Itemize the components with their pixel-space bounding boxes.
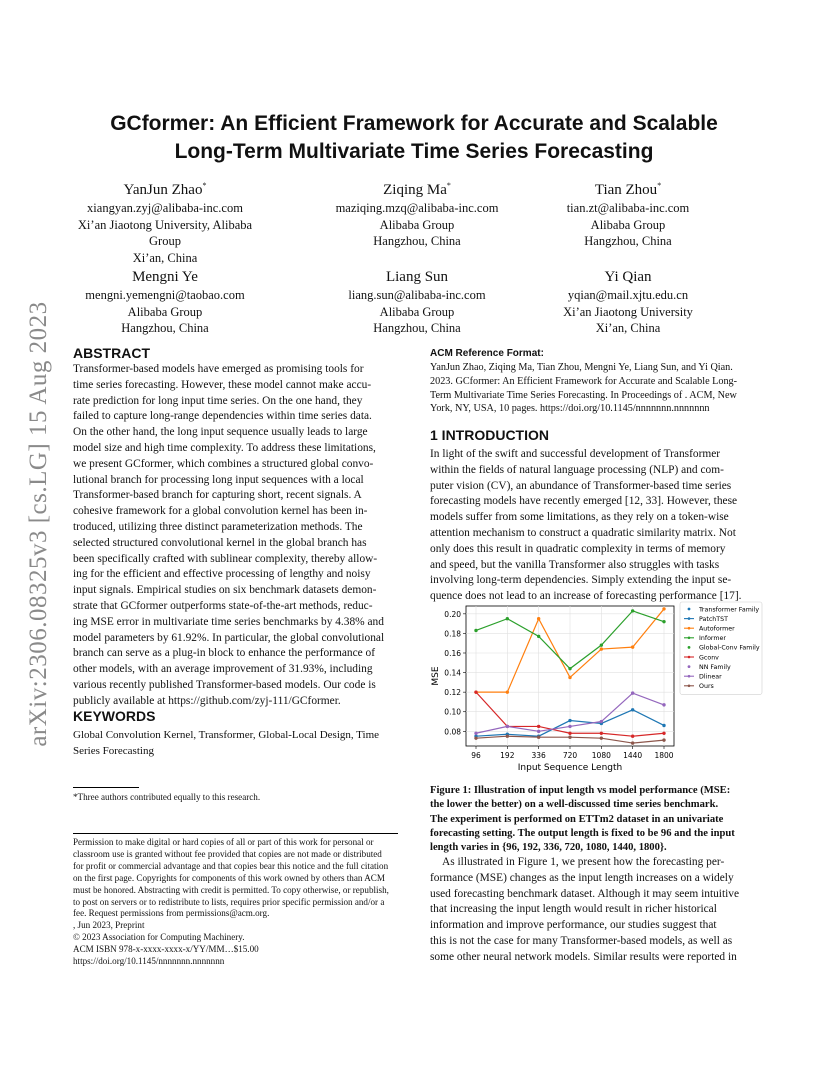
keywords-line-1: Global Convolution Kernel, Transformer, Global-Local Design, Time [73,729,380,741]
permission-line: on the first page. Copyrights for components of this work owned by others than ACM [73,872,385,883]
legend-label: NN Family [699,663,731,671]
author-affiliation: Alibaba Group [590,217,666,232]
legend-group-marker [688,665,691,668]
author-card [528,268,728,337]
abstract-line: failed to capture long-range dependencies within time series data. [73,410,372,423]
author-affiliation: Hangzhou, China [373,321,461,335]
permission-line: ACM ISBN 978-x-xxxx-xxxx-x/YY/MM…$15.00 [73,944,259,955]
intro-line: In light of the swift and successful development of Transformer [430,448,721,460]
footnote-rule [73,787,139,788]
data-point-gconv [568,732,571,735]
legend-label: Gconv [699,654,719,662]
legend-group-marker [688,646,691,649]
x-tick-label: 1800 [654,751,674,760]
after-figure-line: As illustrated in Figure 1, we present how the forecasting per- [442,856,725,868]
author-name: Liang Sun [385,269,449,285]
data-point-ours [662,738,665,741]
data-point-gconv [474,690,477,693]
data-point-dlinear [474,732,477,735]
permission-line: classroom use is granted without fee provided that copies are not made or distributed [73,848,382,859]
x-tick-label: 1440 [623,751,643,760]
legend-marker [688,685,691,688]
after-figure-line: used forecasting benchmark dataset. Although it may seem intuitive [430,887,740,900]
data-point-dlinear [662,703,665,706]
permission-line: to post on servers or to redistribute to lists, requires prior specific permission and/or a [73,896,385,907]
permission-line: must be honored. Abstracting with credit is permitted. To copy otherwise, or republish, [73,884,389,895]
data-point-dlinear [506,725,509,728]
permission-line: Permission to make digital or hard copies of all or part of this work for personal or [73,837,374,847]
after-figure-line: this is not the case for many Transformer-based models, as well as [430,934,733,947]
data-point-ours [568,735,571,738]
author-name: YanJun Zhao* [123,181,207,198]
equal-contribution-mark: * [446,181,451,190]
intro-line: quence does not lead to an increase of forecasting performance [17]. [430,590,742,603]
abstract-text [73,362,398,710]
author-affiliation: Xi’an Jiaotong University [563,304,693,319]
abstract-line: cohesive framework for a global convolution kernel has been in- [73,505,368,518]
abstract-line: strate that GCformer outperforms state-of-the-art methods, reduc- [73,599,373,612]
permission-line: for profit or commercial advantage and that copies bear this notice and the full citation [73,860,389,871]
data-point-dlinear [537,730,540,733]
data-point-patchtst [662,724,665,727]
author-email[interactable]: maziqing.mzq@alibaba-inc.com [335,201,499,215]
data-point-autoformer [537,617,540,620]
caption-line: The experiment is performed on ETTm2 dataset in an univariate [430,813,724,825]
y-tick-label: 0.12 [444,688,461,698]
author-card [317,176,517,250]
author-card [65,176,265,266]
after-figure-line: formance (MSE) changes as the input length increases on a widely [430,871,734,884]
data-point-gconv [600,732,603,735]
intro-text [430,447,758,605]
legend-marker [688,675,691,678]
data-point-patchtst [631,708,634,711]
author-affiliation: Alibaba Group [127,304,203,319]
legend-label: Transformer Family [699,606,760,614]
acm-ref-line: York, NY, USA, 10 pages. https://doi.org/10.1145/nnnnnnn.nnnnnnn [430,403,710,415]
caption-line: the lower the better) on a well-discussed time series benchmark. [430,799,719,811]
author-affiliation: Alibaba Group [379,304,455,319]
author-email[interactable]: liang.sun@alibaba-inc.com [348,288,486,302]
legend-label: PatchTST [699,615,728,623]
x-tick-label: 192 [500,751,515,760]
y-tick-label: 0.20 [444,609,461,619]
abstract-line: troduced, utilizing three distinct parameterization methods. The [73,520,363,533]
figure-1 [428,600,764,772]
equal-contribution-mark: * [657,181,662,190]
y-tick-label: 0.16 [444,648,461,658]
data-point-gconv [631,735,634,738]
acm-ref-line: YanJun Zhao, Ziqing Ma, Tian Zhou, Mengni Ye, Liang Sun, and Yi Qian. [430,362,733,373]
data-point-gconv [537,725,540,728]
keywords-line-2: Series Forecasting [73,744,154,757]
data-point-ours [537,735,540,738]
author-name: Mengni Ye [132,269,198,285]
caption-line: length varies in {96, 192, 336, 720, 1080, 1440, 1800}. [430,842,667,854]
abstract-line: rate prediction for long input time series. On the one hand, they [73,394,363,407]
data-point-informer [662,620,665,623]
author-affiliation: Xi’an Jiaotong University, Alibaba [77,217,253,232]
arxiv-id: arXiv:2306.08325v3 [cs.LG] 15 Aug 2023 [25,301,52,747]
data-point-autoformer [600,647,603,650]
data-point-ours [474,736,477,739]
author-name: Yi Qian [604,269,652,285]
author-affiliation: Alibaba Group [379,217,455,232]
intro-line: only does this result in quadratic complexity in terms of memory [430,542,726,555]
permission-line: © 2023 Association for Computing Machinery. [73,932,245,943]
y-tick-label: 0.10 [444,707,461,717]
intro-heading: 1 INTRODUCTION [430,427,549,443]
acm-ref-line: 2023. GCformer: An Efficient Framework for Accurate and Scalable Long- [430,375,738,387]
author-card [65,268,265,337]
acm-ref-line: Term Multivariate Time Series Forecasting. In Proceedings of . ACM, New [430,389,737,401]
author-affiliation: Xi’an, China [132,250,198,265]
permission-line: fee. Request permissions from permissions@acm.org. [73,908,270,919]
abstract-line: ing for the efficient and effective processing of lengthy and noisy [73,568,371,581]
legend-label: Ours [699,683,714,691]
caption-line: Figure 1: Illustration of input length vs model performance (MSE: [430,785,731,796]
data-point-informer [631,609,634,612]
acm-ref-heading: ACM Reference Format: [430,348,544,359]
author-name: Ziqing Ma* [383,181,451,198]
equal-contribution-mark: * [202,181,207,190]
x-tick-label: 720 [562,751,578,760]
permission-rule [73,833,398,834]
arxiv-stamp [19,284,59,764]
intro-line: involving long-term dependencies. Simply extending the input se- [430,574,732,587]
intro-line: forecasting models have recently emerged [12, 33]. However, these [430,495,738,508]
intro-line: and speed, but the vanilla Transformer also struggles with tasks [430,558,720,571]
data-point-ours [506,735,509,738]
data-point-dlinear [600,720,603,723]
author-card [528,176,728,250]
abstract-line: branch can serve as a plug-in block to enhance the performance of [73,647,376,660]
data-point-dlinear [568,725,571,728]
legend-marker [688,627,691,630]
title-line-2: Long-Term Multivariate Time Series Forecasting [174,140,654,163]
abstract-line: ing MSE error in multivariate time series benchmarks by 4.38% and [73,615,384,628]
author-affiliation: Group [149,234,181,248]
intro-line: models suffer from some limitations, as they rely on a token-wise [430,511,729,524]
legend-marker [688,637,691,640]
abstract-line: time series forecasting. However, these model cannot make accu- [73,378,372,391]
abstract-line: Transformer-based branch for capturing short, recent signals. A [73,489,362,502]
abstract-line: various recently published Transformer-based models. Our code is [73,678,376,691]
permission-block [73,837,403,968]
permission-line: , Jun 2023, Preprint [73,920,145,931]
after-figure-line: some other neural network models. Similar results were reported in [430,950,737,963]
x-tick-label: 1080 [591,751,611,760]
figure-caption [430,784,760,855]
caption-line: forecasting setting. The output length is fixed to be 96 and the input [430,827,735,839]
author-affiliation: Hangzhou, China [584,234,672,248]
data-point-informer [506,617,509,620]
paper-title [60,110,768,166]
abstract-line: model parameters by 61.92%. In particular, the global convolutional [73,631,385,644]
data-point-ours [600,736,603,739]
legend-marker [688,656,691,659]
author-email[interactable]: mengni.yemengni@taobao.com [85,288,245,302]
author-email[interactable]: xiangyan.zyj@alibaba-inc.com [87,201,243,215]
author-affiliation: Xi’an, China [595,321,661,335]
abstract-line: lutional branch for processing long input sequences with a local [73,473,364,486]
data-point-informer [568,667,571,670]
legend-group-marker [688,608,691,611]
author-card [317,268,517,337]
y-axis-label: MSE [431,666,441,686]
legend-label: Global-Conv Family [699,644,760,652]
intro-line: within the fields of natural language processing (NLP) and com- [430,463,724,476]
after-figure-line: information and improve performance, our studies suggest that [430,919,717,932]
data-point-informer [600,643,603,646]
intro-line: attention mechanism to construct a quadratic similarity matrix. Not [430,526,736,539]
abstract-line: been specifically crafted with sublinear complexity, thereby allow- [73,552,378,565]
intro-line: puter vision (CV), an abundance of Transformer-based time series [430,479,732,492]
author-affiliation: Hangzhou, China [121,321,209,335]
acm-ref-text [430,361,760,416]
data-point-dlinear [631,691,634,694]
abstract-heading: ABSTRACT [73,345,150,361]
legend-label: Autoformer [699,625,735,633]
legend-label: Dlinear [699,673,722,681]
abstract-line: other models, with an average improvement of 31.93%, including [73,663,373,676]
abstract-line: On the other hand, the long input sequence usually leads to large [73,426,368,439]
legend-marker [688,617,691,620]
abstract-line: Transformer-based models have emerged as promising tools for [73,363,364,375]
y-tick-label: 0.08 [444,727,461,737]
title-line-1: GCformer: An Efficient Framework for Accurate and Scalable [110,112,718,135]
data-point-patchtst [568,719,571,722]
keywords-text [73,728,398,760]
data-point-informer [474,629,477,632]
after-figure-text [430,855,758,966]
author-email[interactable]: tian.zt@alibaba-inc.com [566,201,690,215]
author-name: Tian Zhou* [594,181,662,198]
y-tick-label: 0.14 [444,668,461,678]
legend-label: Informer [699,635,726,643]
after-figure-line: that increasing the input length would result in richer historical [430,903,717,916]
mse-line-chart [428,600,764,772]
x-tick-label: 96 [471,751,481,760]
abstract-line: publicly available at https://github.com/zyj-111/GCformer. [73,694,341,707]
permission-line: https://doi.org/10.1145/nnnnnnn.nnnnnnn [73,956,225,967]
data-point-gconv [662,732,665,735]
data-point-ours [631,741,634,744]
data-point-autoformer [506,690,509,693]
abstract-line: input signals. Empirical studies on six benchmark datasets demon- [73,584,377,597]
data-point-autoformer [631,645,634,648]
abstract-line: selected structured convolutional kernel in the global branch has [73,536,367,549]
footnote: *Three authors contributed equally to this research. [73,792,261,802]
abstract-line: model size and high time complexity. To address these limitations, [73,441,376,454]
data-point-autoformer [662,607,665,610]
data-point-informer [537,635,540,638]
data-point-autoformer [568,676,571,679]
x-axis-label: Input Sequence Length [517,763,623,772]
keywords-heading: KEYWORDS [73,708,156,724]
abstract-line: we present GCformer, which combines a structured global convo- [73,457,374,470]
author-affiliation: Hangzhou, China [373,234,461,248]
y-tick-label: 0.18 [444,629,461,639]
author-email[interactable]: yqian@mail.xjtu.edu.cn [567,288,689,302]
x-tick-label: 336 [531,751,546,760]
